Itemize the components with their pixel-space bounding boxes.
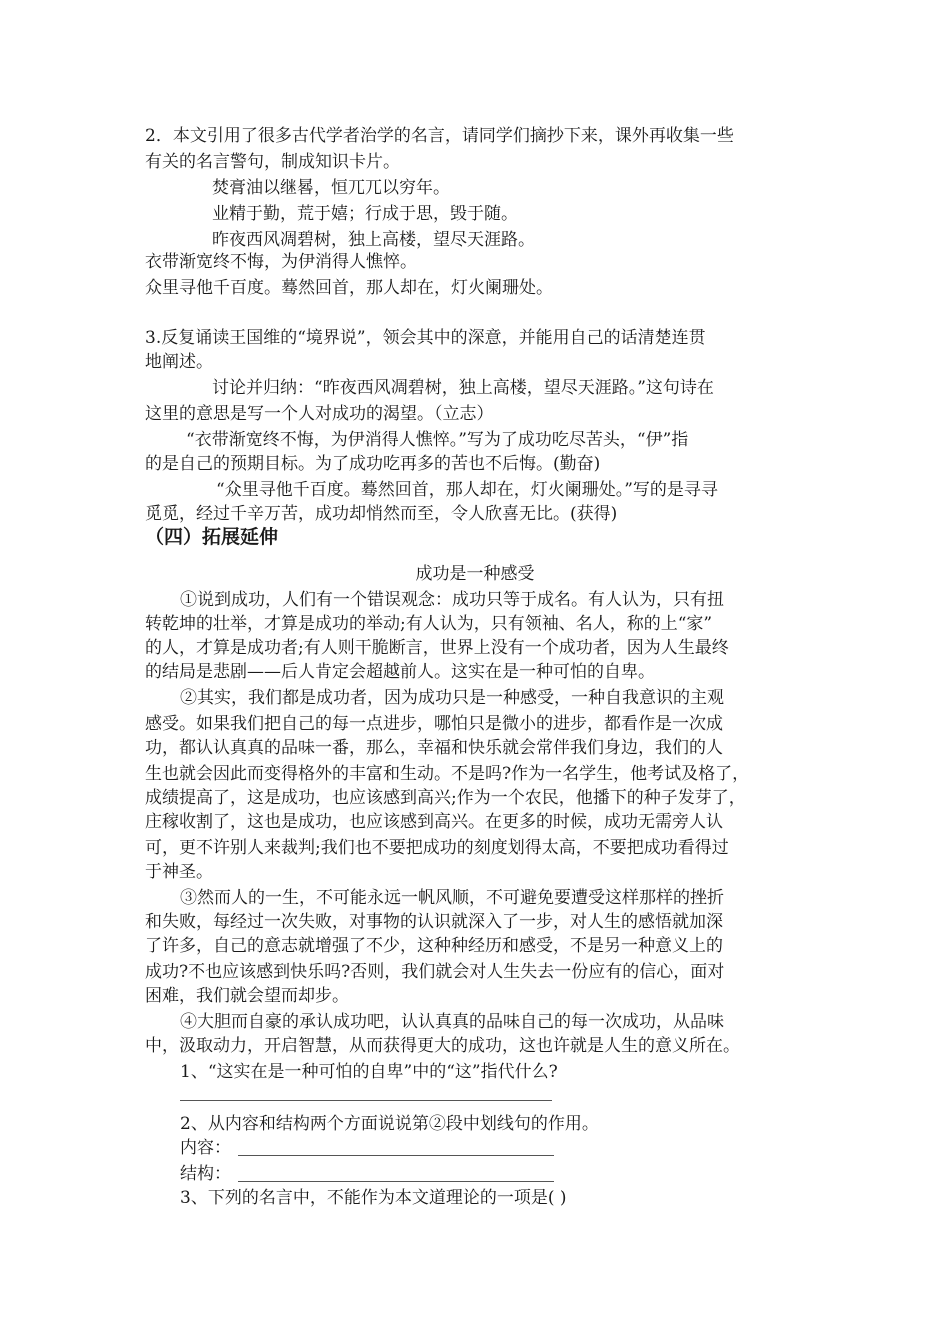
q3-explain2-line2: 的是自己的预期目标。为了成功吃再多的苦也不后悔。(勤奋) (145, 454, 601, 474)
quote-1: 焚膏油以继晷，恒兀兀以穷年。 (212, 178, 450, 198)
q3-explain3-line1: “众里寻他千百度。蓦然回首，那人却在，灯火阑珊处。”写的是寻寻 (216, 480, 718, 500)
article-line: 庄稼收割了，这也是成功，也应该感到高兴。在更多的时候，成功无需旁人认 (145, 812, 723, 832)
quote-3: 昨夜西风凋碧树，独上高楼，望尽天涯路。 (212, 230, 535, 250)
q2-content-label: 内容： (180, 1138, 231, 1158)
quote-4: 衣带渐宽终不悔，为伊消得人憔悴。 (145, 252, 417, 272)
article-line: ③然而人的一生，不可能永远一帆风顺，不可避免要遭受这样那样的挫折 (180, 888, 724, 908)
quote-5: 众里寻他千百度。蓦然回首，那人却在，灯火阑珊处。 (145, 278, 553, 298)
article-line: 功，都认认真真的品味一番，那么，幸福和快乐就会常伴我们身边，我们的人 (145, 738, 723, 758)
q3-explain2-line1: “衣带渐宽终不悔，为伊消得人憔悴。”写为了成功吃尽苦头，“伊”指 (186, 430, 689, 450)
q3-explain3-line2: 觅觅，经过千辛万苦，成功却悄然而至，令人欣喜无比。(获得) (145, 504, 618, 524)
article-line: ②其实，我们都是成功者，因为成功只是一种感受，一种自我意识的主观 (180, 688, 724, 708)
q2-structure-label: 结构： (180, 1164, 231, 1184)
q2-prompt-line1: 2．本文引用了很多古代学者治学的名言，请同学们摘抄下来，课外再收集一些 (145, 126, 734, 146)
answer-line-content[interactable] (238, 1155, 554, 1156)
article-title: 成功是一种感受 (415, 564, 535, 584)
article-line: 成功?不也应该感到快乐吗?否则，我们就会对人生失去一份应有的信心，面对 (145, 962, 725, 982)
article-line: 于神圣。 (145, 862, 213, 882)
answer-line-structure[interactable] (238, 1181, 554, 1182)
article-line: 困难，我们就会望而却步。 (145, 986, 349, 1006)
article-line: 转乾坤的壮举，才算是成功的举动;有人认为，只有领袖、名人，称的上“家” (145, 614, 713, 634)
q3-discussion-line2: 这里的意思是写一个人对成功的渴望。（立志） (145, 404, 494, 424)
quote-2: 业精于勤，荒于嬉；行成于思，毁于随。 (212, 204, 518, 224)
q2-prompt-line2: 有关的名言警句，制成知识卡片。 (145, 152, 400, 172)
section-heading: （四）拓展延伸 (145, 526, 279, 548)
question-3: 3、下列的名言中，不能作为本文道理论的一项是( ) (180, 1188, 567, 1208)
article-line: 可，更不许别人来裁判;我们也不要把成功的刻度划得太高，不要把成功看得过 (145, 838, 729, 858)
article-line: 的人，才算是成功者;有人则干脆断言，世界上没有一个成功者，因为人生最终 (145, 638, 729, 658)
article-line: 成绩提高了，这是成功，也应该感到高兴;作为一个农民，他播下的种子发芽了， (145, 788, 746, 808)
article-line: 中，汲取动力，开启智慧，从而获得更大的成功，这也许就是人生的意义所在。 (145, 1036, 740, 1056)
article-line: 了许多，自己的意志就增强了不少，这种种经历和感受，不是另一种意义上的 (145, 936, 723, 956)
answer-line-q1[interactable] (180, 1100, 552, 1101)
article-line: 感受。如果我们把自己的每一点进步，哪怕只是微小的进步，都看作是一次成 (145, 714, 723, 734)
question-2: 2、从内容和结构两个方面说说第②段中划线句的作用。 (180, 1114, 599, 1134)
article-line: ①说到成功，人们有一个错误观念：成功只等于成名。有人认为，只有扭 (180, 590, 724, 610)
article-line: ④大胆而自豪的承认成功吧，认认真真的品味自己的每一次成功，从品味 (180, 1012, 724, 1032)
q3-prompt-line2: 地阐述。 (145, 352, 213, 372)
question-1: 1、“这实在是一种可怕的自卑”中的“这”指代什么? (180, 1062, 558, 1082)
q3-prompt-line1: 3.反复诵读王国维的“境界说”，领会其中的深意，并能用自己的话清楚连贯 (145, 328, 706, 348)
article-line: 生也就会因此而变得格外的丰富和生动。不是吗?作为一名学生，他考试及格了， (145, 764, 750, 784)
q3-discussion-line1: 讨论并归纳：“昨夜西风凋碧树，独上高楼，望尽天涯路。”这句诗在 (212, 378, 714, 398)
article-line: 和失败，每经过一次失败，对事物的认识就深入了一步，对人生的感悟就加深 (145, 912, 723, 932)
article-line: 的结局是悲剧——后人肯定会超越前人。这实在是一种可怕的自卑。 (145, 662, 655, 682)
